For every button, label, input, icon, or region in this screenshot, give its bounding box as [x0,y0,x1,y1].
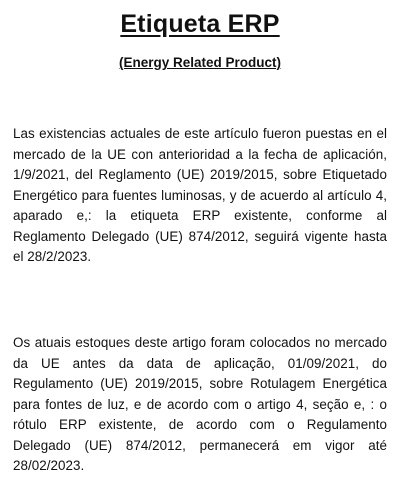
document-subtitle: (Energy Related Product) [118,55,282,70]
paragraph-spanish: Las existencias actuales de este artículo fueron puestas en el mercado de la UE con anterioridad a la fecha de aplicación, 1/9/2021, del Reglamento (UE) 2019/2015, sobre Etiquetado Energético para fuentes luminosas, y de acuerdo al artículo 4, aparado e,: la etiqueta ERP existente, conforme al Reglamento Delegado (UE) 874/2012, seguirá vigente hasta el 28/2/2023. [13,126,387,264]
paragraph-portuguese: Os atuais estoques deste artigo foram colocados no mercado da UE antes da data de aplicação, 01/09/2021, do Regulamento (UE) 2019/2015, sobre Rotulagem Energética para fontes de luz, e de acordo com o artigo 4, seção e, : o rótulo ERP existente, de acordo com o Regulamento Delegado (UE) 874/2012, permanecerá em vigor até 28/02/2023. [13,335,387,473]
document-title: Etiqueta ERP [120,10,280,38]
